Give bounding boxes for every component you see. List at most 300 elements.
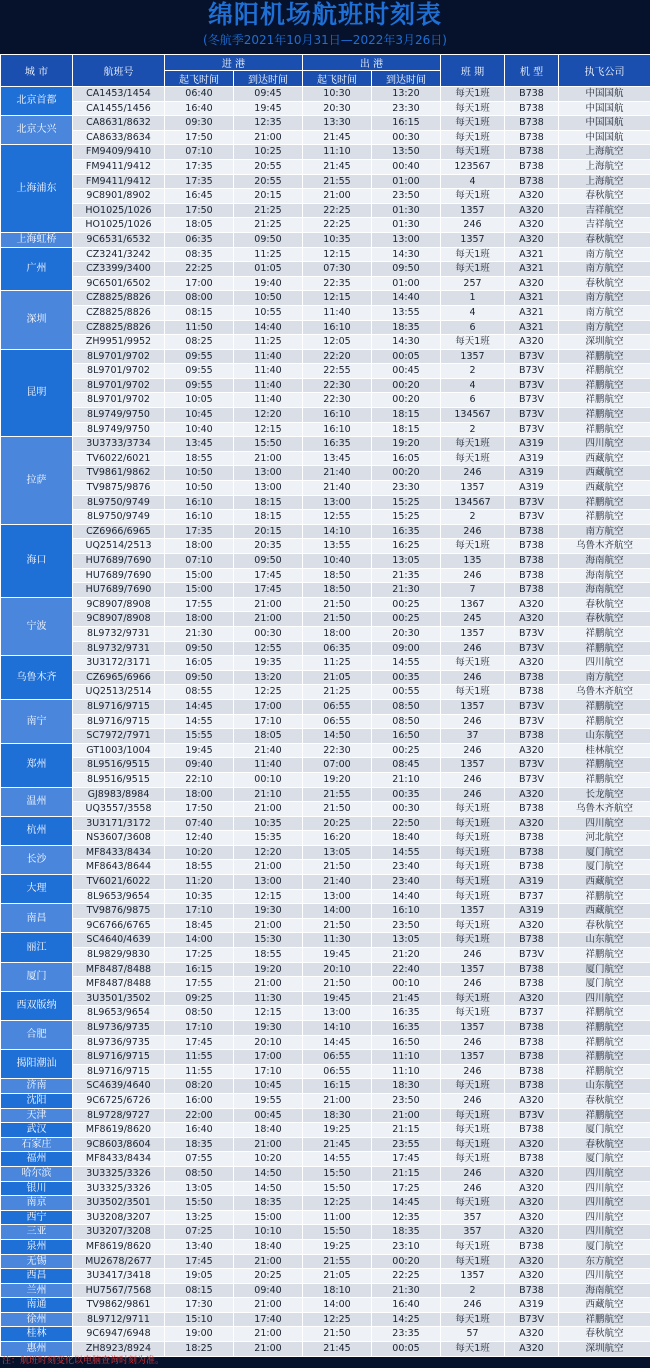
departure-arr-time-cell: 01:00 (372, 276, 441, 291)
airline-cell: 深圳航空 (559, 335, 650, 350)
arrival-arr-time-cell: 17:10 (234, 1064, 303, 1079)
arrival-arr-time-cell: 19:55 (234, 1093, 303, 1108)
arrival-dep-time-cell: 18:00 (165, 612, 234, 627)
table-row (1, 101, 650, 116)
table-row (1, 218, 650, 233)
arrival-arr-time-cell: 21:25 (234, 203, 303, 218)
departure-arr-time-cell: 16:35 (372, 1021, 441, 1036)
departure-dep-time-cell: 22:20 (303, 349, 372, 364)
arrival-arr-time-cell: 12:15 (234, 422, 303, 437)
table-row (1, 524, 650, 539)
flight-number-cell: ZH8923/8924 (73, 1342, 165, 1357)
aircraft-cell: B73V (505, 422, 559, 437)
table-row (1, 305, 650, 320)
airline-cell: 春秋航空 (559, 189, 650, 204)
schedule-cell: 每天1班 (441, 889, 505, 904)
airline-cell: 西藏航空 (559, 481, 650, 496)
table-row (1, 159, 650, 174)
departure-arr-time-cell: 09:50 (372, 262, 441, 277)
departure-arr-time-cell: 18:15 (372, 422, 441, 437)
flight-number-cell: 9C6531/6532 (73, 232, 165, 247)
schedule-cell: 246 (441, 977, 505, 992)
table-row (1, 1327, 650, 1342)
arrival-dep-time-cell: 19:45 (165, 743, 234, 758)
aircraft-cell: A320 (505, 1196, 559, 1211)
aircraft-cell: A319 (505, 437, 559, 452)
arrival-arr-time-cell: 12:55 (234, 641, 303, 656)
flight-number-cell: TV6022/6021 (73, 451, 165, 466)
flight-number-cell: FM9411/9412 (73, 159, 165, 174)
aircraft-cell: B738 (505, 568, 559, 583)
departure-dep-time-cell: 07:30 (303, 262, 372, 277)
table-row (1, 816, 650, 831)
flight-number-cell: 8L9716/9715 (73, 699, 165, 714)
flight-number-cell: SC4639/4640 (73, 1079, 165, 1094)
flight-number-cell: MF8487/8488 (73, 962, 165, 977)
flight-number-cell: 3U3171/3172 (73, 816, 165, 831)
flight-number-cell: 9C6766/6765 (73, 918, 165, 933)
departure-dep-time-cell: 18:00 (303, 626, 372, 641)
airline-cell: 上海航空 (559, 174, 650, 189)
table-row (1, 583, 650, 598)
departure-arr-time-cell: 00:10 (372, 977, 441, 992)
flight-number-cell: 8L9701/9702 (73, 364, 165, 379)
table-row (1, 130, 650, 145)
arrival-arr-time-cell: 10:25 (234, 145, 303, 160)
schedule-cell: 246 (441, 1064, 505, 1079)
departure-dep-time-cell: 13:55 (303, 539, 372, 554)
arrival-arr-time-cell: 15:35 (234, 831, 303, 846)
aircraft-cell: B738 (505, 1050, 559, 1065)
departure-dep-time-cell: 16:10 (303, 422, 372, 437)
table-row (1, 539, 650, 554)
aircraft-cell: A320 (505, 656, 559, 671)
departure-dep-time-cell: 22:25 (303, 218, 372, 233)
aircraft-cell: B738 (505, 1123, 559, 1138)
city-cell: 上海浦东 (1, 145, 73, 233)
aircraft-cell: B738 (505, 1064, 559, 1079)
table-row (1, 554, 650, 569)
arrival-dep-time-cell: 09:55 (165, 378, 234, 393)
arrival-arr-time-cell: 21:10 (234, 787, 303, 802)
schedule-cell: 每天1班 (441, 1123, 505, 1138)
departure-dep-time-cell: 06:35 (303, 641, 372, 656)
city-cell: 惠州 (1, 1342, 73, 1357)
aircraft-cell: A320 (505, 232, 559, 247)
departure-dep-time-cell: 21:45 (303, 159, 372, 174)
arrival-arr-time-cell: 11:30 (234, 991, 303, 1006)
aircraft-cell: B73V (505, 626, 559, 641)
airline-cell: 厦门航空 (559, 977, 650, 992)
flight-number-cell: 9C8907/8908 (73, 612, 165, 627)
table-row (1, 699, 650, 714)
aircraft-cell: A320 (505, 1269, 559, 1284)
schedule-cell: 246 (441, 1181, 505, 1196)
airline-cell: 四川航空 (559, 991, 650, 1006)
departure-arr-time-cell: 08:45 (372, 758, 441, 773)
flight-number-cell: CZ3399/3400 (73, 262, 165, 277)
arrival-dep-time-cell: 06:40 (165, 87, 234, 102)
flight-number-cell: 8L9516/9515 (73, 758, 165, 773)
schedule-cell: 2 (441, 510, 505, 525)
aircraft-cell: B73V (505, 393, 559, 408)
table-row (1, 1137, 650, 1152)
flight-number-cell: 8L9749/9750 (73, 408, 165, 423)
airline-cell: 祥鹏航空 (559, 1108, 650, 1123)
aircraft-cell: A319 (505, 481, 559, 496)
departure-dep-time-cell: 21:45 (303, 1342, 372, 1357)
departure-dep-time-cell: 12:15 (303, 291, 372, 306)
arrival-dep-time-cell: 17:00 (165, 276, 234, 291)
flight-number-cell: 8L9736/9735 (73, 1035, 165, 1050)
departure-dep-time-cell: 11:30 (303, 933, 372, 948)
airline-cell: 祥鹏航空 (559, 349, 650, 364)
table-row (1, 1283, 650, 1298)
airline-cell: 中国国航 (559, 116, 650, 131)
flight-number-cell: 8L9728/9727 (73, 1108, 165, 1123)
schedule-cell: 每天1班 (441, 933, 505, 948)
schedule-cell: 246 (441, 1093, 505, 1108)
arrival-arr-time-cell: 19:40 (234, 276, 303, 291)
departure-dep-time-cell: 13:30 (303, 116, 372, 131)
arrival-arr-time-cell: 11:25 (234, 335, 303, 350)
airline-cell: 南方航空 (559, 320, 650, 335)
airline-cell: 春秋航空 (559, 918, 650, 933)
flight-number-cell: CZ8825/8826 (73, 305, 165, 320)
arrival-dep-time-cell: 08:25 (165, 335, 234, 350)
arrival-arr-time-cell: 21:00 (234, 977, 303, 992)
schedule-cell: 每天1班 (441, 1006, 505, 1021)
airline-cell: 祥鹏航空 (559, 495, 650, 510)
airline-cell: 厦门航空 (559, 1152, 650, 1167)
airline-cell: 东方航空 (559, 1254, 650, 1269)
table-row (1, 510, 650, 525)
flight-number-cell: 3U3501/3502 (73, 991, 165, 1006)
arrival-arr-time-cell: 17:40 (234, 1312, 303, 1327)
arrival-dep-time-cell: 08:55 (165, 685, 234, 700)
schedule-cell: 6 (441, 393, 505, 408)
departure-arr-time-cell: 01:30 (372, 218, 441, 233)
departure-arr-time-cell: 13:05 (372, 933, 441, 948)
arrival-dep-time-cell: 18:35 (165, 1137, 234, 1152)
schedule-cell: 每天1班 (441, 130, 505, 145)
arrival-arr-time-cell: 17:45 (234, 583, 303, 598)
arrival-dep-time-cell: 12:40 (165, 831, 234, 846)
schedule-cell: 1357 (441, 481, 505, 496)
arrival-dep-time-cell: 17:50 (165, 130, 234, 145)
aircraft-cell: B738 (505, 962, 559, 977)
arrival-arr-time-cell: 12:25 (234, 685, 303, 700)
arrival-dep-time-cell: 16:05 (165, 656, 234, 671)
arrival-dep-time-cell: 22:10 (165, 772, 234, 787)
arrival-dep-time-cell: 13:05 (165, 1181, 234, 1196)
city-cell: 北京大兴 (1, 116, 73, 145)
departure-arr-time-cell: 00:05 (372, 349, 441, 364)
aircraft-cell: B738 (505, 1283, 559, 1298)
departure-arr-time-cell: 11:10 (372, 1064, 441, 1079)
schedule-cell: 1357 (441, 349, 505, 364)
flight-number-cell: GJ8983/8984 (73, 787, 165, 802)
table-row (1, 247, 650, 262)
table-row (1, 977, 650, 992)
aircraft-cell: A321 (505, 305, 559, 320)
departure-arr-time-cell: 14:40 (372, 291, 441, 306)
aircraft-cell: A320 (505, 597, 559, 612)
table-row (1, 845, 650, 860)
airline-cell: 春秋航空 (559, 597, 650, 612)
flight-number-cell: 8L9653/9654 (73, 889, 165, 904)
departure-dep-time-cell: 22:55 (303, 364, 372, 379)
flight-number-cell: MF8619/8620 (73, 1123, 165, 1138)
flight-number-cell: CA1455/1456 (73, 101, 165, 116)
table-row (1, 568, 650, 583)
city-cell: 天津 (1, 1108, 73, 1123)
table-row (1, 320, 650, 335)
flight-number-cell: UQ2514/2513 (73, 539, 165, 554)
arrival-dep-time-cell: 22:00 (165, 1108, 234, 1123)
departure-dep-time-cell: 21:50 (303, 1327, 372, 1342)
departure-dep-time-cell: 21:00 (303, 189, 372, 204)
schedule-cell: 1 (441, 291, 505, 306)
aircraft-cell: A320 (505, 1181, 559, 1196)
table-row (1, 1021, 650, 1036)
aircraft-cell: A320 (505, 1225, 559, 1240)
departure-dep-time-cell: 12:25 (303, 1196, 372, 1211)
arrival-dep-time-cell: 10:40 (165, 422, 234, 437)
city-cell: 南昌 (1, 904, 73, 933)
schedule-cell: 257 (441, 276, 505, 291)
arrival-arr-time-cell: 21:40 (234, 743, 303, 758)
schedule-cell: 1357 (441, 1269, 505, 1284)
schedule-cell: 357 (441, 1225, 505, 1240)
city-cell: 昆明 (1, 349, 73, 437)
table-row (1, 772, 650, 787)
schedule-cell: 2 (441, 364, 505, 379)
city-cell: 丽江 (1, 933, 73, 962)
aircraft-cell: A320 (505, 1210, 559, 1225)
departure-arr-time-cell: 16:10 (372, 904, 441, 919)
departure-dep-time-cell: 11:25 (303, 656, 372, 671)
flight-number-cell: 9C6947/6948 (73, 1327, 165, 1342)
aircraft-cell: B738 (505, 159, 559, 174)
schedule-cell: 每天1班 (441, 816, 505, 831)
arrival-arr-time-cell: 14:40 (234, 320, 303, 335)
airline-cell: 厦门航空 (559, 860, 650, 875)
schedule-cell: 134567 (441, 408, 505, 423)
table-row (1, 962, 650, 977)
airline-cell: 祥鹏航空 (559, 641, 650, 656)
departure-dep-time-cell: 14:00 (303, 904, 372, 919)
flight-number-cell: TV9875/9876 (73, 481, 165, 496)
arrival-dep-time-cell: 13:40 (165, 1239, 234, 1254)
schedule-cell: 246 (441, 641, 505, 656)
departure-dep-time-cell: 18:10 (303, 1283, 372, 1298)
airline-cell: 祥鹏航空 (559, 1050, 650, 1065)
flight-number-cell: SC7972/7971 (73, 729, 165, 744)
arrival-dep-time-cell: 16:00 (165, 1093, 234, 1108)
table-row (1, 875, 650, 890)
arrival-dep-time-cell: 15:55 (165, 729, 234, 744)
airline-cell: 中国国航 (559, 101, 650, 116)
table-row (1, 232, 650, 247)
arrival-dep-time-cell: 09:50 (165, 670, 234, 685)
airline-cell: 西藏航空 (559, 451, 650, 466)
departure-arr-time-cell: 15:25 (372, 495, 441, 510)
schedule-cell: 每天1班 (441, 189, 505, 204)
city-cell: 温州 (1, 787, 73, 816)
schedule-cell: 246 (441, 1166, 505, 1181)
aircraft-cell: B738 (505, 130, 559, 145)
schedule-cell: 246 (441, 743, 505, 758)
departure-arr-time-cell: 13:20 (372, 87, 441, 102)
airline-cell: 中国国航 (559, 130, 650, 145)
aircraft-cell: A320 (505, 1093, 559, 1108)
airline-cell: 四川航空 (559, 816, 650, 831)
arrival-dep-time-cell: 07:55 (165, 1152, 234, 1167)
schedule-body (1, 87, 650, 1357)
aircraft-cell: B73V (505, 349, 559, 364)
airline-cell: 山东航空 (559, 1079, 650, 1094)
flight-number-cell: 3U3325/3326 (73, 1166, 165, 1181)
flight-number-cell: 3U3207/3208 (73, 1225, 165, 1240)
arrival-arr-time-cell: 13:00 (234, 875, 303, 890)
airline-cell: 桂林航空 (559, 743, 650, 758)
arrival-dep-time-cell: 10:45 (165, 408, 234, 423)
arrival-dep-time-cell: 07:10 (165, 145, 234, 160)
arrival-arr-time-cell: 18:40 (234, 1239, 303, 1254)
departure-dep-time-cell: 11:10 (303, 145, 372, 160)
table-row (1, 641, 650, 656)
flight-number-cell: 8L9516/9515 (73, 772, 165, 787)
departure-arr-time-cell: 17:25 (372, 1181, 441, 1196)
departure-dep-time-cell: 16:15 (303, 1079, 372, 1094)
table-row (1, 1210, 650, 1225)
schedule-cell: 每天1班 (441, 247, 505, 262)
flight-number-cell: 3U3208/3207 (73, 1210, 165, 1225)
schedule-cell: 246 (441, 714, 505, 729)
departure-arr-time-cell: 18:35 (372, 1225, 441, 1240)
departure-dep-time-cell: 07:00 (303, 758, 372, 773)
aircraft-cell: A321 (505, 262, 559, 277)
departure-dep-time-cell: 14:10 (303, 1021, 372, 1036)
schedule-cell: 1357 (441, 1021, 505, 1036)
table-row (1, 1152, 650, 1167)
flight-number-cell: 3U3733/3734 (73, 437, 165, 452)
arrival-arr-time-cell: 21:00 (234, 802, 303, 817)
header-arrival-dep-time: 起飞时间 (165, 71, 234, 87)
arrival-arr-time-cell: 21:00 (234, 1254, 303, 1269)
flight-number-cell: FM9411/9412 (73, 174, 165, 189)
flight-number-cell: HU7567/7568 (73, 1283, 165, 1298)
city-cell: 揭阳潮汕 (1, 1050, 73, 1079)
flight-number-cell: CZ6965/6966 (73, 670, 165, 685)
table-row (1, 1196, 650, 1211)
arrival-arr-time-cell: 09:50 (234, 232, 303, 247)
schedule-cell: 每天1班 (441, 437, 505, 452)
airline-cell: 厦门航空 (559, 962, 650, 977)
header-airline: 执飞公司 (559, 55, 650, 87)
flight-number-cell: 9C8901/8902 (73, 189, 165, 204)
city-cell: 杭州 (1, 816, 73, 845)
aircraft-cell: B738 (505, 802, 559, 817)
table-row (1, 933, 650, 948)
aircraft-cell: A320 (505, 1166, 559, 1181)
city-cell: 宁波 (1, 597, 73, 655)
schedule-cell: 246 (441, 218, 505, 233)
departure-arr-time-cell: 14:55 (372, 656, 441, 671)
airline-cell: 祥鹏航空 (559, 948, 650, 963)
flight-number-cell: 9C6501/6502 (73, 276, 165, 291)
airline-cell: 南方航空 (559, 247, 650, 262)
aircraft-cell: B73V (505, 510, 559, 525)
arrival-arr-time-cell: 17:45 (234, 568, 303, 583)
table-row (1, 276, 650, 291)
arrival-dep-time-cell: 09:40 (165, 758, 234, 773)
departure-dep-time-cell: 20:25 (303, 816, 372, 831)
schedule-cell: 4 (441, 174, 505, 189)
schedule-cell: 6 (441, 320, 505, 335)
departure-dep-time-cell: 21:55 (303, 174, 372, 189)
departure-dep-time-cell: 21:40 (303, 481, 372, 496)
departure-dep-time-cell: 19:20 (303, 772, 372, 787)
aircraft-cell: A320 (505, 218, 559, 233)
arrival-dep-time-cell: 17:10 (165, 904, 234, 919)
table-row (1, 1166, 650, 1181)
departure-dep-time-cell: 20:30 (303, 101, 372, 116)
departure-arr-time-cell: 00:20 (372, 393, 441, 408)
aircraft-cell: A320 (505, 991, 559, 1006)
schedule-cell: 4 (441, 378, 505, 393)
city-cell: 深圳 (1, 291, 73, 349)
city-cell: 南京 (1, 1196, 73, 1211)
aircraft-cell: B73V (505, 758, 559, 773)
table-row (1, 1269, 650, 1284)
arrival-dep-time-cell: 14:45 (165, 699, 234, 714)
departure-arr-time-cell: 23:50 (372, 1093, 441, 1108)
aircraft-cell: B738 (505, 174, 559, 189)
departure-arr-time-cell: 21:15 (372, 1166, 441, 1181)
departure-arr-time-cell: 00:25 (372, 597, 441, 612)
departure-dep-time-cell: 18:50 (303, 568, 372, 583)
departure-arr-time-cell: 00:25 (372, 743, 441, 758)
flight-number-cell: ZH9951/9952 (73, 335, 165, 350)
departure-arr-time-cell: 00:40 (372, 159, 441, 174)
departure-dep-time-cell: 06:55 (303, 1050, 372, 1065)
arrival-arr-time-cell: 14:50 (234, 1166, 303, 1181)
arrival-arr-time-cell: 10:35 (234, 816, 303, 831)
page-subtitle: (冬航季2021年10月31日—2022年3月26日) (203, 33, 447, 47)
arrival-arr-time-cell: 10:20 (234, 1152, 303, 1167)
departure-arr-time-cell: 01:00 (372, 174, 441, 189)
arrival-arr-time-cell: 11:40 (234, 364, 303, 379)
table-row (1, 451, 650, 466)
airline-cell: 祥鹏航空 (559, 714, 650, 729)
city-cell: 北京首都 (1, 87, 73, 116)
arrival-arr-time-cell: 00:30 (234, 626, 303, 641)
table-row (1, 904, 650, 919)
flight-number-cell: 8L9750/9749 (73, 495, 165, 510)
aircraft-cell: B73V (505, 495, 559, 510)
arrival-dep-time-cell: 08:20 (165, 1079, 234, 1094)
city-cell: 大理 (1, 875, 73, 904)
table-row (1, 466, 650, 481)
schedule-cell: 135 (441, 554, 505, 569)
city-cell: 合肥 (1, 1021, 73, 1050)
city-cell: 广州 (1, 247, 73, 291)
arrival-arr-time-cell: 20:55 (234, 159, 303, 174)
schedule-cell: 每天1班 (441, 685, 505, 700)
departure-dep-time-cell: 12:15 (303, 247, 372, 262)
